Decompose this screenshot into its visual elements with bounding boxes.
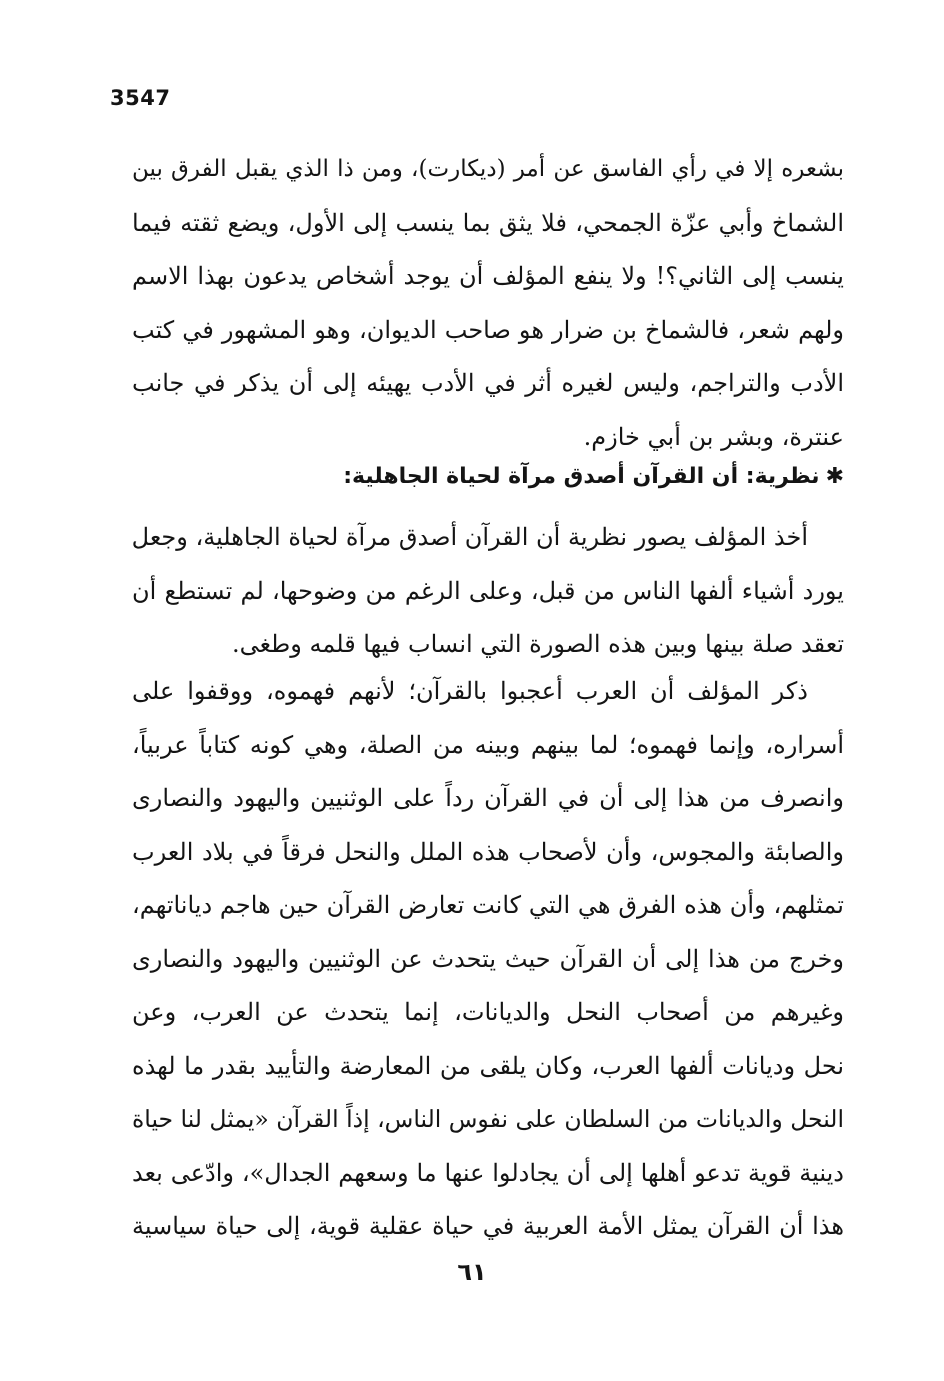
- text-line: النحل والديانات من السلطان على نفوس الناس، إذاً القرآن «يمثل لنا حياة: [132, 1105, 844, 1133]
- text-line: بشعره إلا في رأي الفاسق عن أمر (ديكارت)، ومن ذا الذي يقبل الفرق بين: [132, 156, 844, 182]
- text-line: نحل وديانات ألفها العرب، وكان يلقى من المعارضة والتأييد بقدر ما لهذه: [132, 1051, 844, 1080]
- paragraph-theory-intro: [132, 511, 844, 672]
- asterisk-bullet-icon: ✱: [825, 464, 844, 489]
- text-line: والصابئة والمجوس، وأن لأصحاب هذه الملل والنحل فرقاً في بلاد العرب: [132, 837, 844, 866]
- text-line: يورد أشياء ألفها الناس من قبل، وعلى الرغم من وضوحها، لم تستطع أن: [132, 576, 844, 605]
- page-number-bottom: ٦١: [457, 1258, 487, 1286]
- text-line: هذا أن القرآن يمثل الأمة العربية في حياة عقلية قوية، إلى حياة سياسية: [132, 1212, 844, 1240]
- text-line: ينسب إلى الثاني؟! ولا ينفع المؤلف أن يوجد أشخاص يدعون بهذا الاسم: [132, 262, 844, 290]
- page-number-top: 3547: [110, 86, 171, 110]
- text-line: الشماخ وأبي عزّة الجمحي، فلا يثق بما ينسب إلى الأول، ويضع ثقته فيما: [132, 208, 844, 237]
- paragraph-continuation: [132, 143, 844, 464]
- text-line: أخذ المؤلف يصور نظرية أن القرآن أصدق مرآة لحياة الجاهلية، وجعل: [132, 523, 808, 551]
- text-line: ذكر المؤلف أن العرب أعجبوا بالقرآن؛ لأنهم فهموه، ووقفوا على: [132, 677, 808, 705]
- text-line: الأدب والتراجم، وليس لغيره أثر في الأدب يهيئه إلى أن يذكر في جانب: [132, 369, 844, 397]
- section-heading-text: نظرية: أن القرآن أصدق مرآة لحياة الجاهلية:: [343, 464, 820, 489]
- text-line: دينية قوية تدعو أهلها إلى أن يجادلوا عنها ما وسعهم الجدال»، وادّعى بعد: [132, 1158, 844, 1187]
- paragraph-arabs-quran: [132, 665, 844, 1254]
- text-line: وخرج من هذا إلى أن القرآن حيث يتحدث عن الوثنيين واليهود والنصارى: [132, 944, 844, 973]
- section-heading: [132, 455, 844, 499]
- text-line: وانصرف من هذا إلى أن في القرآن رداً على الوثنيين واليهود والنصارى: [132, 784, 844, 812]
- text-line: وغيرهم من أصحاب النحل والديانات، إنما يتحدث عن العرب، وعن: [132, 998, 844, 1026]
- text-line: عنترة، وبشر بن أبي خازم.: [583, 422, 844, 451]
- text-line: تمثلهم، وأن هذه الفرق هي التي كانت تعارض القرآن حين هاجم دياناتهم،: [132, 891, 844, 919]
- text-line: تعقد صلة بينها وبين هذه الصورة التي انساب فيها قلمه وطغى.: [231, 630, 844, 658]
- text-line: ولهم شعر، فالشماخ بن ضرار هو صاحب الديوان، وهو المشهور في كتب: [132, 315, 844, 344]
- text-line: أسراره، وإنما فهموه؛ لما بينهم وبينه من الصلة، وهي كونه كتاباً عربياً،: [132, 730, 844, 759]
